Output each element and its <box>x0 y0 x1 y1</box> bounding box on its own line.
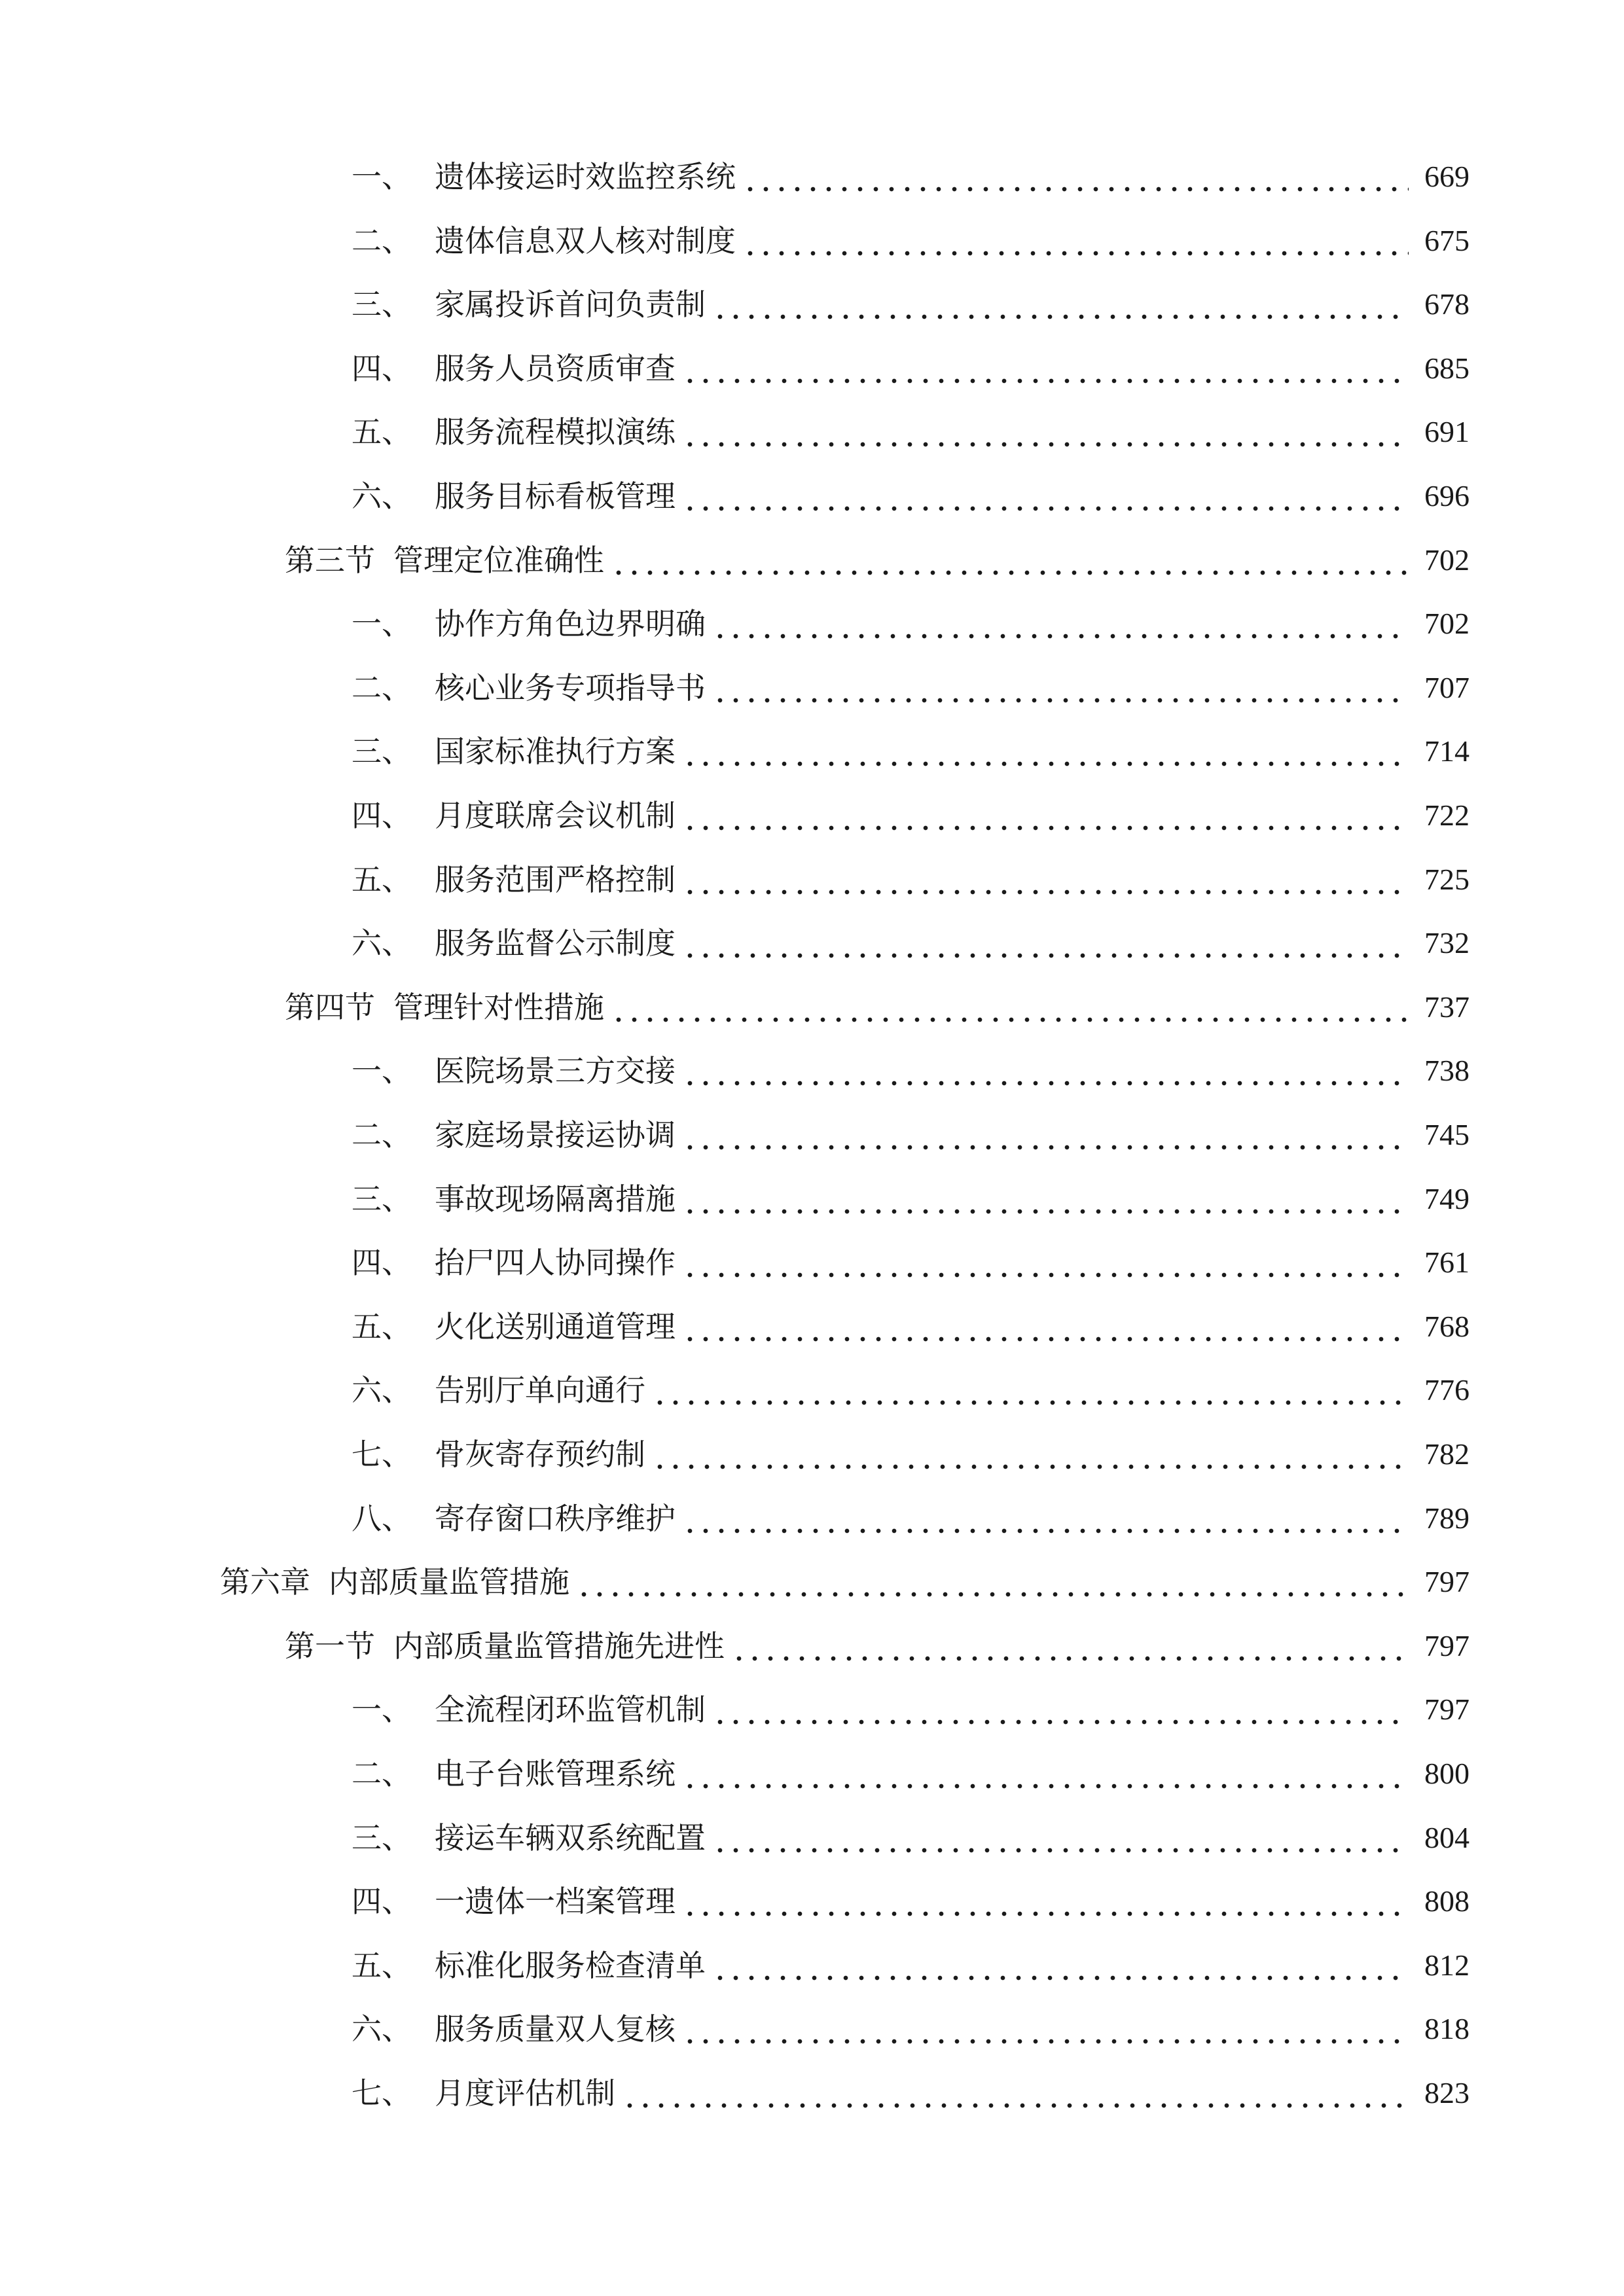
toc-entry-number: 五、 <box>352 1948 412 1983</box>
toc-page-number: 678 <box>1424 287 1470 321</box>
toc-dot-leader <box>652 1364 1409 1416</box>
toc-page-number: 737 <box>1424 990 1470 1024</box>
toc-page-number: 714 <box>1424 734 1470 768</box>
toc-entry-section[interactable] <box>285 534 1470 586</box>
toc-entry-item[interactable] <box>352 2067 1470 2119</box>
toc-dot-leader <box>742 151 1409 203</box>
toc-dot-leader <box>682 470 1409 522</box>
toc-entry-item[interactable] <box>352 1364 1470 1416</box>
toc-dot-leader <box>682 1300 1409 1353</box>
toc-entry-item[interactable] <box>352 1045 1470 1097</box>
toc-entry-item[interactable] <box>352 470 1470 522</box>
toc-page-number: 797 <box>1424 1565 1470 1598</box>
toc-page-number: 797 <box>1424 1693 1470 1726</box>
toc-page-number: 761 <box>1424 1246 1470 1279</box>
toc-page-number: 707 <box>1424 671 1470 704</box>
toc-entry-title: 事故现场隔离措施 <box>435 1181 676 1217</box>
toc-entry-number: 三、 <box>352 1820 412 1856</box>
toc-entry-title: 服务质量双人复核 <box>435 2011 676 2047</box>
toc-dot-leader <box>712 1683 1409 1736</box>
toc-entry-title: 月度联席会议机制 <box>435 798 676 833</box>
toc-dot-leader <box>682 2003 1409 2055</box>
toc-dot-leader <box>712 278 1409 331</box>
toc-entry-section[interactable] <box>285 1620 1470 1672</box>
toc-entry-number: 一、 <box>352 1053 412 1088</box>
toc-page-number: 768 <box>1424 1310 1470 1343</box>
toc-entry-number: 六、 <box>352 1372 412 1408</box>
toc-entry-number: 四、 <box>352 351 412 386</box>
toc-entry-number: 第四节 <box>285 990 375 1025</box>
toc-entry-number: 八、 <box>352 1501 412 1536</box>
toc-entry-title: 寄存窗口秩序维护 <box>435 1501 676 1536</box>
toc-entry-title: 告别厅单向通行 <box>435 1372 645 1408</box>
toc-entry-title: 电子台账管理系统 <box>435 1756 676 1791</box>
toc-entry-item[interactable] <box>352 151 1470 203</box>
toc-page-number: 738 <box>1424 1054 1470 1087</box>
toc-dot-leader <box>682 1236 1409 1289</box>
toc-entry-title: 服务人员资质审查 <box>435 351 676 386</box>
toc-entry-number: 六、 <box>352 925 412 961</box>
toc-entry-title: 国家标准执行方案 <box>435 734 676 769</box>
toc-entry-item[interactable] <box>352 917 1470 969</box>
toc-dot-leader <box>712 598 1409 650</box>
toc-dot-leader <box>731 1620 1409 1672</box>
toc-entry-number: 一、 <box>352 159 412 194</box>
toc-dot-leader <box>611 534 1409 586</box>
toc-page-number: 669 <box>1424 160 1470 193</box>
toc-entry-number: 第三节 <box>285 543 375 578</box>
toc-dot-leader <box>576 1556 1409 1608</box>
toc-dot-leader <box>682 342 1409 395</box>
toc-page-number: 823 <box>1424 2076 1470 2109</box>
toc-entry-title: 服务流程模拟演练 <box>435 414 676 450</box>
toc-dot-leader <box>622 2067 1409 2119</box>
toc-entry-title: 家庭场景接运协调 <box>435 1117 676 1153</box>
toc-entry-number: 五、 <box>352 862 412 897</box>
toc-entry-number: 四、 <box>352 798 412 833</box>
toc-entry-title: 抬尸四人协同操作 <box>435 1245 676 1280</box>
toc-dot-leader <box>682 1173 1409 1225</box>
toc-entry-chapter[interactable] <box>220 1556 1470 1608</box>
toc-entry-item[interactable] <box>352 1236 1470 1289</box>
toc-entry-number: 三、 <box>352 287 412 322</box>
toc-entry-section[interactable] <box>285 981 1470 1033</box>
toc-entry-number: 三、 <box>352 734 412 769</box>
toc-entry-number: 一、 <box>352 606 412 641</box>
toc-entry-title: 家属投诉首问负责制 <box>435 287 706 322</box>
toc-page-number: 782 <box>1424 1437 1470 1471</box>
toc-dot-leader <box>682 725 1409 778</box>
toc-dot-leader <box>652 1428 1409 1480</box>
toc-page-number: 702 <box>1424 607 1470 640</box>
toc-entry-title: 遗体接运时效监控系统 <box>435 159 736 194</box>
toc-page-number: 745 <box>1424 1118 1470 1151</box>
toc-entry-number: 四、 <box>352 1245 412 1280</box>
toc-entry-title: 服务范围严格控制 <box>435 862 676 897</box>
toc-page-number: 702 <box>1424 543 1470 577</box>
toc-entry-item[interactable] <box>352 1748 1470 1800</box>
toc-entry-item[interactable] <box>352 598 1470 650</box>
toc-entry-item[interactable] <box>352 1683 1470 1736</box>
toc-dot-leader <box>712 1812 1409 1864</box>
toc-entry-item[interactable] <box>352 789 1470 842</box>
toc-page-number: 722 <box>1424 798 1470 832</box>
toc-entry-item[interactable] <box>352 1875 1470 1928</box>
toc-dot-leader <box>682 1875 1409 1928</box>
toc-dot-leader <box>682 1492 1409 1545</box>
toc-entry-item[interactable] <box>352 1300 1470 1353</box>
toc-entry-item[interactable] <box>352 1109 1470 1161</box>
toc-entry-item[interactable] <box>352 662 1470 714</box>
toc-entry-item[interactable] <box>352 1812 1470 1864</box>
toc-entry-number: 七、 <box>352 2075 412 2111</box>
toc-page-number: 800 <box>1424 1757 1470 1790</box>
toc-page-number: 732 <box>1424 926 1470 960</box>
toc-entry-number: 二、 <box>352 223 412 259</box>
toc-entry-title: 核心业务专项指导书 <box>435 670 706 706</box>
toc-page-number: 776 <box>1424 1373 1470 1407</box>
toc-page-number: 789 <box>1424 1501 1470 1535</box>
toc-entry-item[interactable] <box>352 853 1470 906</box>
toc-entry-title: 标准化服务检查清单 <box>435 1948 706 1983</box>
toc-page-number: 691 <box>1424 415 1470 448</box>
toc-entry-item[interactable] <box>352 1492 1470 1545</box>
toc-entry-item[interactable] <box>352 725 1470 778</box>
toc-entry-item[interactable] <box>352 2003 1470 2055</box>
toc-entry-title: 骨灰寄存预约制 <box>435 1437 645 1472</box>
toc-entry-title: 火化送别通道管理 <box>435 1309 676 1344</box>
toc-entry-number: 六、 <box>352 478 412 514</box>
toc-page-number: 812 <box>1424 1948 1470 1982</box>
toc-dot-leader <box>611 981 1409 1033</box>
toc-page-number: 818 <box>1424 2012 1470 2045</box>
toc-entry-title: 一遗体一档案管理 <box>435 1884 676 1919</box>
toc-entry-title: 管理定位准确性 <box>393 543 604 578</box>
toc-entry-title: 服务目标看板管理 <box>435 478 676 514</box>
toc-page-number: 804 <box>1424 1821 1470 1854</box>
toc-dot-leader <box>682 1045 1409 1097</box>
toc-entry-item[interactable] <box>352 215 1470 267</box>
toc-page-number: 725 <box>1424 863 1470 896</box>
toc-entry-item[interactable] <box>352 406 1470 458</box>
toc-entry-item[interactable] <box>352 278 1470 331</box>
toc-dot-leader <box>742 215 1409 267</box>
toc-entry-title: 内部质量监管措施 <box>329 1564 569 1600</box>
toc-entry-title: 协作方角色边界明确 <box>435 606 706 641</box>
toc-entry-title: 月度评估机制 <box>435 2075 615 2111</box>
toc-dot-leader <box>682 917 1409 969</box>
toc-entry-title: 管理针对性措施 <box>393 990 604 1025</box>
toc-entry-title: 全流程闭环监管机制 <box>435 1692 706 1727</box>
toc-entry-title: 医院场景三方交接 <box>435 1053 676 1088</box>
toc-entry-title: 遗体信息双人核对制度 <box>435 223 736 259</box>
toc-entry-item[interactable] <box>352 342 1470 395</box>
toc-entry-item[interactable] <box>352 1173 1470 1225</box>
toc-page-number: 749 <box>1424 1182 1470 1215</box>
toc-entry-number: 七、 <box>352 1437 412 1472</box>
toc-dot-leader <box>682 1748 1409 1800</box>
toc-entry-number: 二、 <box>352 1117 412 1153</box>
toc-entry-title: 接运车辆双系统配置 <box>435 1820 706 1856</box>
toc-entry-number: 第一节 <box>285 1628 375 1664</box>
toc-entry-title: 内部质量监管措施先进性 <box>393 1628 725 1664</box>
toc-entry-number: 四、 <box>352 1884 412 1919</box>
toc-dot-leader <box>682 406 1409 458</box>
toc-entry-number: 一、 <box>352 1692 412 1727</box>
toc-page-number: 685 <box>1424 351 1470 385</box>
toc-page-number: 696 <box>1424 479 1470 512</box>
toc-entry-title: 服务监督公示制度 <box>435 925 676 961</box>
toc-entry-number: 第六章 <box>220 1564 310 1600</box>
toc-entry-number: 二、 <box>352 1756 412 1791</box>
toc-dot-leader <box>682 789 1409 842</box>
toc-entry-number: 五、 <box>352 1309 412 1344</box>
toc-entry-number: 五、 <box>352 414 412 450</box>
toc-page-number: 797 <box>1424 1629 1470 1662</box>
toc-dot-leader <box>682 1109 1409 1161</box>
toc-entry-number: 六、 <box>352 2011 412 2047</box>
toc-dot-leader <box>682 853 1409 906</box>
toc-dot-leader <box>712 1939 1409 1992</box>
toc-page-number: 808 <box>1424 1884 1470 1918</box>
toc-entry-number: 三、 <box>352 1181 412 1217</box>
toc-page-number: 675 <box>1424 224 1470 257</box>
toc-dot-leader <box>712 662 1409 714</box>
toc-entry-item[interactable] <box>352 1428 1470 1480</box>
toc-entry-number: 二、 <box>352 670 412 706</box>
toc-entry-item[interactable] <box>352 1939 1470 1992</box>
